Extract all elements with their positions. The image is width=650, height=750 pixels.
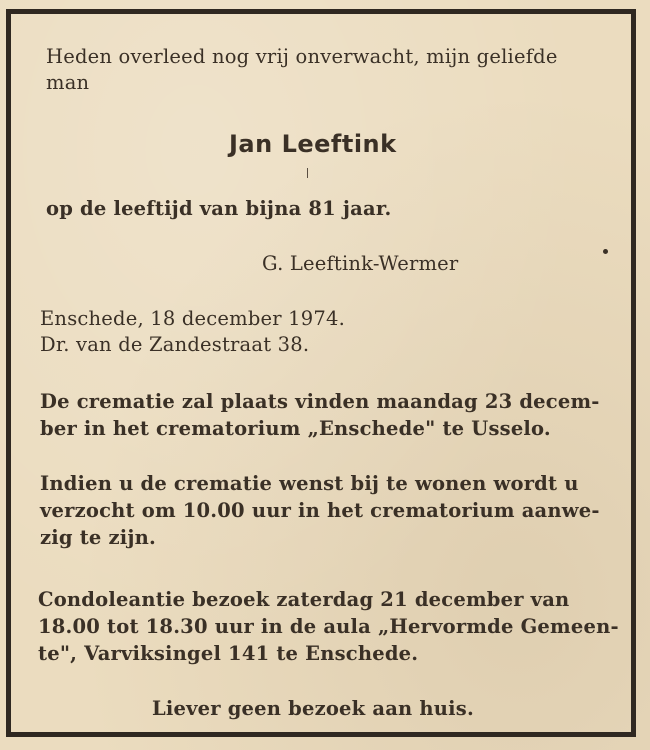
- print-speck: [603, 249, 608, 254]
- deceased-name: Jan Leeftink: [229, 130, 397, 158]
- condolence-line-1: Condoleantie bezoek zaterdag 21 december van: [38, 588, 570, 611]
- intro-line-2: man: [46, 71, 90, 94]
- cremation-line-1: De crematie zal plaats vinden maandag 23 decem-: [40, 390, 600, 413]
- condolence-line-3: te", Varviksingel 141 te Enschede.: [38, 642, 419, 665]
- place-date: Enschede, 18 december 1974.: [40, 307, 345, 330]
- closing-line: Liever geen bezoek aan huis.: [152, 697, 474, 720]
- condolence-line-2: 18.00 tot 18.30 uur in de aula „Hervormde Gemeen-: [38, 615, 619, 638]
- print-mark: [307, 168, 308, 178]
- signatory: G. Leeftink-Wermer: [262, 252, 459, 275]
- age-line: op de leeftijd van bijna 81 jaar.: [46, 197, 392, 220]
- attend-line-2: verzocht om 10.00 uur in het crematorium aanwe-: [40, 499, 600, 522]
- cremation-line-2: ber in het crematorium „Enschede" te Usselo.: [40, 417, 551, 440]
- intro-line-1: Heden overleed nog vrij onverwacht, mijn geliefde: [46, 45, 558, 68]
- attend-line-1: Indien u de crematie wenst bij te wonen wordt u: [40, 472, 579, 495]
- attend-line-3: zig te zijn.: [40, 526, 157, 549]
- address: Dr. van de Zandestraat 38.: [40, 333, 310, 356]
